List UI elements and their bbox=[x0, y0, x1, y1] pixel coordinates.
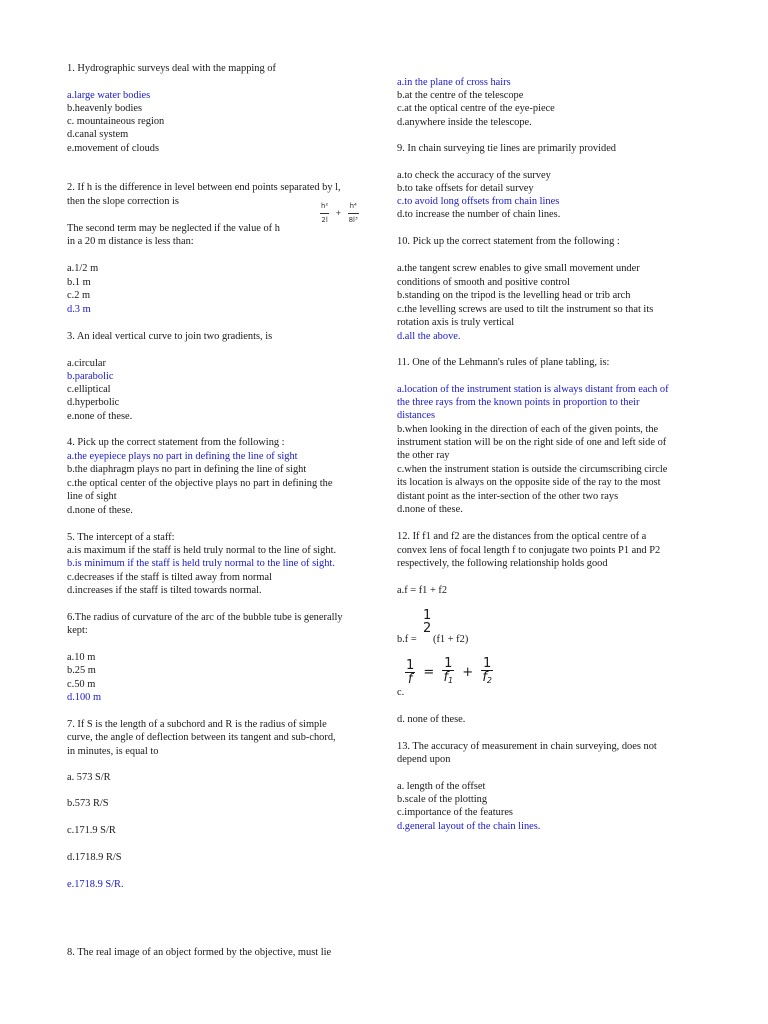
q13-option-d-answer: d.general layout of the chain lines. bbox=[397, 821, 541, 832]
q11-option-b-line3: the other ray bbox=[397, 450, 450, 461]
q11-option-b-line1: b.when looking in the direction of each of the given points, the bbox=[397, 424, 659, 435]
q6-option-c: c.50 m bbox=[67, 679, 96, 690]
q7-option-a: a. 573 S/R bbox=[67, 772, 111, 783]
q10-option-c-line2: rotation axis is truly vertical bbox=[397, 317, 515, 328]
question-11-stem: 11. One of the Lehmann's rules of plane tabling, is: bbox=[397, 357, 610, 368]
slope-correction-formula bbox=[320, 200, 359, 228]
q9-option-a: a.to check the accuracy of the survey bbox=[397, 170, 551, 181]
formula-plus: + bbox=[335, 209, 342, 218]
q7-option-e-answer: e.1718.9 S/R. bbox=[67, 879, 124, 890]
q11-option-b-line2: instrument station will be on the right side of one and left side of bbox=[397, 437, 667, 448]
q9-option-b: b.to take offsets for detail survey bbox=[397, 183, 534, 194]
q4-option-a-answer: a.the eyepiece plays no part in defining the line of sight bbox=[67, 451, 298, 462]
question-2-stem-line4: in a 20 m distance is less than: bbox=[67, 236, 194, 247]
formula-t2-num: h⁴ bbox=[348, 200, 359, 214]
q12-option-b-prefix: b.f = bbox=[397, 634, 417, 645]
q11-option-c-line2: its location is always on the opposite side of the ray to the most bbox=[397, 477, 661, 488]
q4-option-b: b.the diaphragm plays no part in defining the line of sight bbox=[67, 464, 307, 475]
q3-option-a: a.circular bbox=[67, 358, 106, 369]
q8-option-b: b.at the centre of the telescope bbox=[397, 90, 524, 101]
question-2-stem-line2: then the slope correction is bbox=[67, 196, 179, 207]
q11-option-c-line1: c.when the instrument station is outside the circumscribing circle bbox=[397, 464, 668, 475]
q11-option-c-line3: distant point as the inter-section of the other two rays bbox=[397, 491, 619, 502]
q3-option-b-answer: b.parabolic bbox=[67, 371, 114, 382]
question-13-stem-line2: depend upon bbox=[397, 754, 451, 765]
question-5-stem: 5. The intercept of a staff: bbox=[67, 532, 175, 543]
q12-c-plus: + bbox=[462, 664, 474, 680]
q13-option-a: a. length of the offset bbox=[397, 781, 486, 792]
q12-option-c-formula bbox=[405, 657, 493, 688]
q3-option-e: e.none of these. bbox=[67, 411, 133, 422]
question-12-stem-line3: respectively, the following relationship holds good bbox=[397, 558, 608, 569]
formula-t1-num: h² bbox=[320, 200, 329, 214]
q3-option-d: d.hyperbolic bbox=[67, 397, 120, 408]
question-7-stem-line2: curve, the angle of deflection between its tangent and sub-chord, bbox=[67, 732, 336, 743]
q12-option-a: a.f = f1 + f2 bbox=[397, 585, 448, 596]
question-9-stem: 9. In chain surveying tie lines are primarily provided bbox=[397, 143, 617, 154]
question-12-stem-line2: convex lens of focal length f to conjugate two points P1 and P2 bbox=[397, 545, 661, 556]
q11-option-a-line2-answer: the three rays from the known points in proportion to their bbox=[397, 397, 640, 408]
question-12-stem-line1: 12. If f1 and f2 are the distances from the optical centre of a bbox=[397, 531, 647, 542]
q10-option-a-line2: conditions of smooth and positive control bbox=[397, 277, 570, 288]
question-2-stem-line1: 2. If h is the difference in level between end points separated by l, bbox=[67, 182, 341, 193]
question-10-stem: 10. Pick up the correct statement from the following : bbox=[397, 236, 620, 247]
q5-option-c: c.decreases if the staff is tilted away from normal bbox=[67, 572, 272, 583]
q1-option-c: c. mountaineous region bbox=[67, 116, 165, 127]
question-2-stem-line3: The second term may be neglected if the value of h bbox=[67, 223, 280, 234]
q3-option-c: c.elliptical bbox=[67, 384, 111, 395]
q1-option-a-answer: a.large water bodies bbox=[67, 90, 151, 101]
question-3-stem: 3. An ideal vertical curve to join two gradients, is bbox=[67, 331, 273, 342]
q9-option-d: d.to increase the number of chain lines. bbox=[397, 209, 561, 220]
question-1-stem: 1. Hydrographic surveys deal with the mapping of bbox=[67, 63, 276, 74]
question-13-stem-line1: 13. The accuracy of measurement in chain surveying, does not bbox=[397, 741, 657, 752]
q6-option-d-answer: d.100 m bbox=[67, 692, 102, 703]
q12-c-t2-sub: 1 bbox=[448, 676, 454, 686]
q7-option-b: b.573 R/S bbox=[67, 798, 109, 809]
question-7-stem-line3: in minutes, is equal to bbox=[67, 746, 159, 757]
q10-option-a-line1: a.the tangent screw enables to give small movement under bbox=[397, 263, 640, 274]
q4-option-c-line2: line of sight bbox=[67, 491, 117, 502]
q12-c-t2-den: f bbox=[443, 670, 449, 686]
q1-option-b: b.heavenly bodies bbox=[67, 103, 143, 114]
q2-option-b: b.1 m bbox=[67, 277, 91, 288]
q6-option-b: b.25 m bbox=[67, 665, 96, 676]
q2-option-c: c.2 m bbox=[67, 290, 91, 301]
q5-option-b-answer: b.is minimum if the staff is held truly normal to the line of sight. bbox=[67, 558, 335, 569]
formula-t2-den: 8l³ bbox=[348, 216, 358, 225]
q12-option-b-fraction bbox=[422, 609, 432, 636]
q4-option-c-line1: c.the optical center of the objective plays no part in defining the bbox=[67, 478, 333, 489]
q12-c-t3-num: 1 bbox=[483, 656, 492, 671]
q11-option-a-line1-answer: a.location of the instrument station is always distant from each of bbox=[397, 384, 669, 395]
question-6-stem-line2: kept: bbox=[67, 625, 88, 636]
q12-c-t3-sub: 2 bbox=[486, 676, 492, 686]
q5-option-a: a.is maximum if the staff is held truly normal to the line of sight. bbox=[67, 545, 337, 556]
q12-b-num: 1 bbox=[423, 608, 432, 623]
q8-option-a-answer: a.in the plane of cross hairs bbox=[397, 77, 511, 88]
q12-b-den: 2 bbox=[423, 621, 432, 637]
q10-option-c-line1: c.the levelling screws are used to tilt the instrument so that its bbox=[397, 304, 654, 315]
q12-c-t2-num: 1 bbox=[444, 656, 453, 671]
q12-option-b-rest: (f1 + f2) bbox=[433, 634, 469, 645]
question-4-stem: 4. Pick up the correct statement from the following : bbox=[67, 437, 285, 448]
q7-option-d: d.1718.9 R/S bbox=[67, 852, 122, 863]
q7-option-c: c.171.9 S/R bbox=[67, 825, 116, 836]
question-6-stem-line1: 6.The radius of curvature of the arc of the bubble tube is generally bbox=[67, 612, 343, 623]
q11-option-a-line3-answer: distances bbox=[397, 410, 436, 421]
q12-c-t1-num: 1 bbox=[406, 657, 415, 673]
q8-option-c: c.at the optical centre of the eye-piece bbox=[397, 103, 555, 114]
q11-option-d: d.none of these. bbox=[397, 504, 463, 515]
q12-option-c-prefix: c. bbox=[397, 687, 405, 698]
q1-option-d: d.canal system bbox=[67, 129, 129, 140]
q1-option-e: e.movement of clouds bbox=[67, 143, 160, 154]
q10-option-d-answer: d.all the above. bbox=[397, 331, 461, 342]
q6-option-a: a.10 m bbox=[67, 652, 96, 663]
q12-c-t1-den: f bbox=[407, 671, 413, 687]
question-7-stem-line1: 7. If S is the length of a subchord and R is the radius of simple bbox=[67, 719, 327, 730]
q10-option-b: b.standing on the tripod is the levelling head or trib arch bbox=[397, 290, 631, 301]
q2-option-a: a.1/2 m bbox=[67, 263, 99, 274]
q4-option-d: d.none of these. bbox=[67, 505, 133, 516]
q13-option-b: b.scale of the plotting bbox=[397, 794, 488, 805]
q12-c-equals: = bbox=[423, 664, 435, 680]
q9-option-c-answer: c.to avoid long offsets from chain lines bbox=[397, 196, 560, 207]
q5-option-d: d.increases if the staff is tilted towards normal. bbox=[67, 585, 262, 596]
q13-option-c: c.importance of the features bbox=[397, 807, 513, 818]
q12-option-d: d. none of these. bbox=[397, 714, 466, 725]
formula-t1-den: 2l bbox=[321, 216, 328, 225]
q2-option-d-answer: d.3 m bbox=[67, 304, 91, 315]
q8-option-d: d.anywhere inside the telescope. bbox=[397, 117, 532, 128]
question-8-stem: 8. The real image of an object formed by the objective, must lie bbox=[67, 947, 332, 958]
q12-c-t3-den: f bbox=[482, 670, 487, 686]
